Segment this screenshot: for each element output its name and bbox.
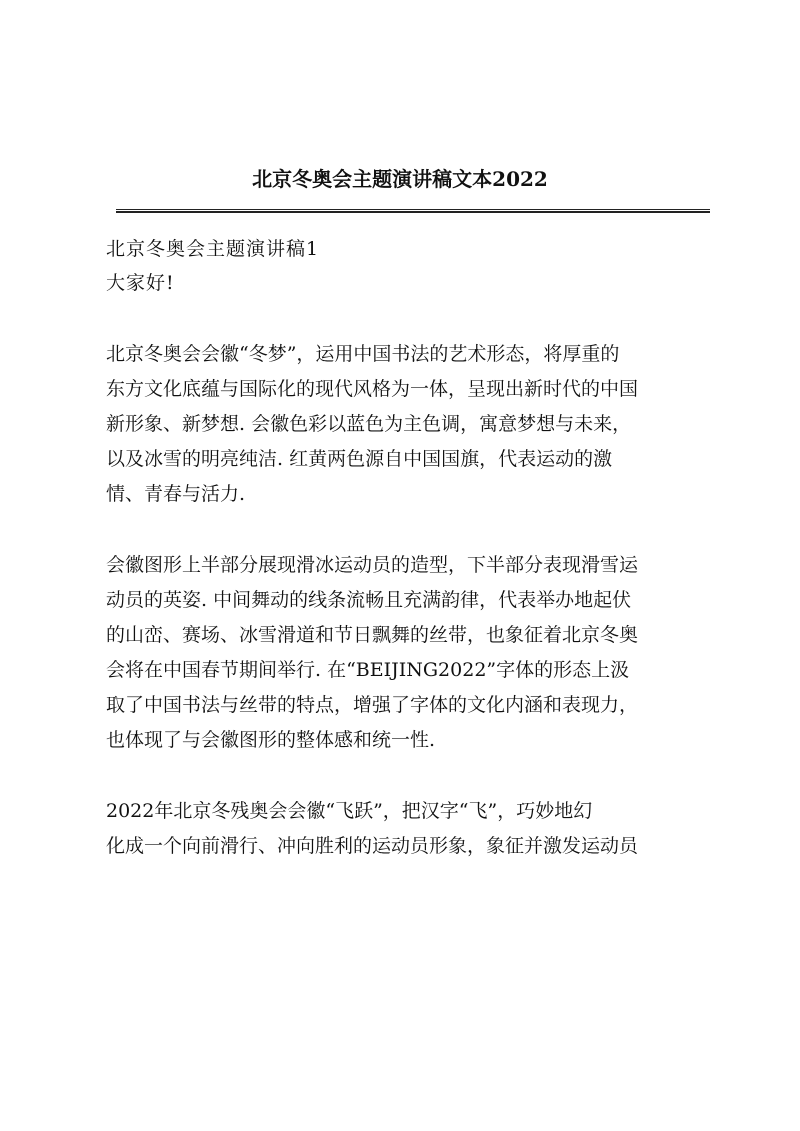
paragraph-spacer bbox=[106, 512, 710, 548]
paragraph-line: 北京冬奥会会徽“冬梦”，运用中国书法的艺术形态，将厚重的 bbox=[106, 343, 620, 365]
paragraph-line: 化成一个向前滑行、冲向胜利的运动员形象，象征并激发运动员 bbox=[106, 835, 639, 857]
document-body bbox=[106, 232, 710, 864]
speech-subtitle: 北京冬奥会主题演讲稿1 bbox=[106, 238, 320, 260]
paragraph-line: 会徽图形上半部分展现滑冰运动员的造型，下半部分表现滑雪运 bbox=[106, 554, 639, 576]
paragraph-spacer bbox=[106, 758, 710, 794]
greeting: 大家好! bbox=[106, 272, 175, 294]
paragraph-3 bbox=[106, 794, 710, 864]
paragraph-line: 会将在中国春节期间举行. 在“BEIJING2022”字体的形态上汲 bbox=[106, 659, 630, 681]
paragraph-line: 东方文化底蕴与国际化的现代风格为一体，呈现出新时代的中国 bbox=[106, 378, 639, 400]
paragraph-line: 新形象、新梦想. 会徽色彩以蓝色为主色调，寓意梦想与未来， bbox=[106, 413, 632, 435]
paragraph-line: 的山峦、赛场、冰雪滑道和节日飘舞的丝带，也象征着北京冬奥 bbox=[106, 624, 639, 646]
paragraph-line: 情、青春与活力. bbox=[106, 483, 246, 505]
paragraph-line: 动员的英姿. 中间舞动的线条流畅且充满韵律，代表举办地起伏 bbox=[106, 589, 632, 611]
paragraph-line: 2022年北京冬残奥会会徽“飞跃”，把汉字“飞”，巧妙地幻 bbox=[106, 800, 593, 822]
paragraph-line: 也体现了与会徽图形的整体感和统一性. bbox=[106, 729, 436, 751]
page-title: 北京冬奥会主题演讲稿文本2022 bbox=[252, 167, 548, 191]
title-divider bbox=[116, 209, 710, 213]
paragraph-spacer bbox=[106, 300, 710, 337]
paragraph-line: 取了中国书法与丝带的特点，增强了字体的文化内涵和表现力， bbox=[106, 694, 639, 716]
paragraph-2 bbox=[106, 548, 710, 758]
paragraph-1 bbox=[106, 337, 710, 512]
paragraph-line: 以及冰雪的明亮纯洁. 红黄两色源自中国国旗，代表运动的激 bbox=[106, 448, 613, 470]
